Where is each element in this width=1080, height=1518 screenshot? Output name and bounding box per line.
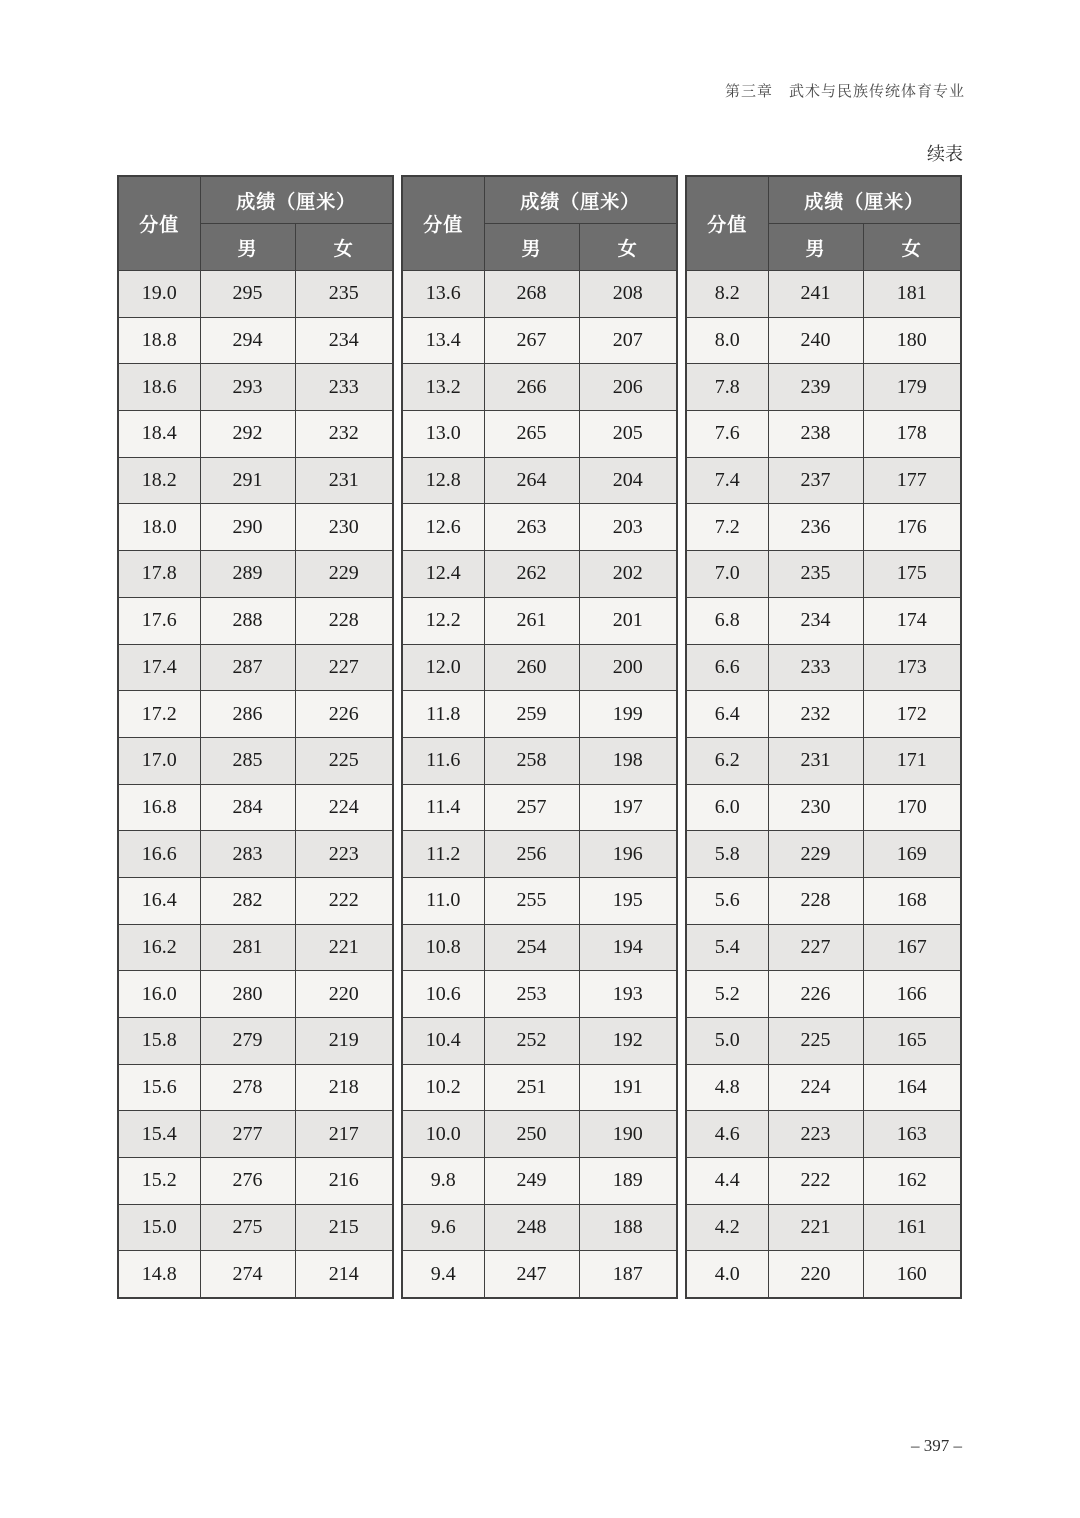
table-row	[402, 1204, 677, 1251]
male-result-cell: 238	[768, 411, 863, 458]
female-result-cell: 206	[579, 364, 677, 411]
header-male: 男	[200, 224, 295, 271]
score-cell: 11.4	[402, 784, 484, 831]
male-result-cell: 252	[484, 1018, 579, 1065]
female-result-cell: 196	[579, 831, 677, 878]
male-result-cell: 290	[200, 504, 295, 551]
score-cell: 11.8	[402, 691, 484, 738]
male-result-cell: 220	[768, 1251, 863, 1298]
header-female: 女	[863, 224, 961, 271]
table-row	[402, 364, 677, 411]
header-result-cm: 成绩（厘米）	[484, 176, 677, 224]
male-result-cell: 276	[200, 1158, 295, 1205]
score-cell: 15.0	[118, 1204, 200, 1251]
male-result-cell: 267	[484, 317, 579, 364]
female-result-cell: 231	[295, 457, 393, 504]
female-result-cell: 193	[579, 971, 677, 1018]
table-row	[402, 1111, 677, 1158]
table-row	[118, 317, 393, 364]
male-result-cell: 223	[768, 1111, 863, 1158]
female-result-cell: 216	[295, 1158, 393, 1205]
score-cell: 18.2	[118, 457, 200, 504]
female-result-cell: 217	[295, 1111, 393, 1158]
female-result-cell: 161	[863, 1204, 961, 1251]
table-row	[402, 737, 677, 784]
female-result-cell: 194	[579, 924, 677, 971]
table-row	[118, 971, 393, 1018]
score-cell: 16.4	[118, 877, 200, 924]
table-row	[402, 317, 677, 364]
score-cell: 18.6	[118, 364, 200, 411]
table-row	[402, 411, 677, 458]
score-cell: 8.0	[686, 317, 768, 364]
male-result-cell: 230	[768, 784, 863, 831]
score-cell: 10.0	[402, 1111, 484, 1158]
table-row	[686, 597, 961, 644]
male-result-cell: 235	[768, 551, 863, 598]
female-result-cell: 222	[295, 877, 393, 924]
table-row	[686, 1064, 961, 1111]
table-row	[686, 1204, 961, 1251]
table-row	[402, 597, 677, 644]
male-result-cell: 288	[200, 597, 295, 644]
table-row	[402, 551, 677, 598]
female-result-cell: 171	[863, 737, 961, 784]
male-result-cell: 279	[200, 1018, 295, 1065]
male-result-cell: 228	[768, 877, 863, 924]
female-result-cell: 176	[863, 504, 961, 551]
score-cell: 13.2	[402, 364, 484, 411]
table-row	[118, 784, 393, 831]
table-row	[686, 831, 961, 878]
score-cell: 4.4	[686, 1158, 768, 1205]
table-row	[402, 644, 677, 691]
table-row	[402, 457, 677, 504]
male-result-cell: 237	[768, 457, 863, 504]
female-result-cell: 219	[295, 1018, 393, 1065]
table-row	[686, 457, 961, 504]
male-result-cell: 225	[768, 1018, 863, 1065]
score-cell: 5.0	[686, 1018, 768, 1065]
female-result-cell: 234	[295, 317, 393, 364]
female-result-cell: 208	[579, 271, 677, 318]
score-cell: 11.0	[402, 877, 484, 924]
chapter-header: 第三章 武术与民族传统体育专业	[724, 84, 965, 100]
score-cell: 7.6	[686, 411, 768, 458]
table-row	[686, 971, 961, 1018]
table-row	[686, 411, 961, 458]
female-result-cell: 224	[295, 784, 393, 831]
male-result-cell: 261	[484, 597, 579, 644]
table-row	[118, 457, 393, 504]
score-cell: 7.4	[686, 457, 768, 504]
table-row	[402, 1158, 677, 1205]
table-row	[118, 877, 393, 924]
male-result-cell: 247	[484, 1251, 579, 1298]
score-cell: 11.2	[402, 831, 484, 878]
table-row	[686, 551, 961, 598]
female-result-cell: 220	[295, 971, 393, 1018]
table-row	[402, 877, 677, 924]
female-result-cell: 195	[579, 877, 677, 924]
table-row	[686, 1251, 961, 1298]
table-row	[118, 271, 393, 318]
score-cell: 6.0	[686, 784, 768, 831]
page-number: – 397 –	[911, 1436, 962, 1455]
female-result-cell: 190	[579, 1111, 677, 1158]
female-result-cell: 215	[295, 1204, 393, 1251]
female-result-cell: 166	[863, 971, 961, 1018]
male-result-cell: 275	[200, 1204, 295, 1251]
score-cell: 11.6	[402, 737, 484, 784]
male-result-cell: 274	[200, 1251, 295, 1298]
table-row	[118, 1111, 393, 1158]
female-result-cell: 199	[579, 691, 677, 738]
male-result-cell: 278	[200, 1064, 295, 1111]
score-cell: 12.0	[402, 644, 484, 691]
table-row	[686, 271, 961, 318]
table-row	[686, 644, 961, 691]
table-row	[118, 551, 393, 598]
male-result-cell: 240	[768, 317, 863, 364]
male-result-cell: 260	[484, 644, 579, 691]
male-result-cell: 259	[484, 691, 579, 738]
score-cell: 16.8	[118, 784, 200, 831]
header-result-cm: 成绩（厘米）	[200, 176, 393, 224]
male-result-cell: 227	[768, 924, 863, 971]
table-row	[686, 1158, 961, 1205]
score-cell: 8.2	[686, 271, 768, 318]
score-cell: 17.2	[118, 691, 200, 738]
female-result-cell: 201	[579, 597, 677, 644]
male-result-cell: 294	[200, 317, 295, 364]
male-result-cell: 253	[484, 971, 579, 1018]
male-result-cell: 231	[768, 737, 863, 784]
male-result-cell: 295	[200, 271, 295, 318]
male-result-cell: 233	[768, 644, 863, 691]
male-result-cell: 222	[768, 1158, 863, 1205]
female-result-cell: 218	[295, 1064, 393, 1111]
table-row	[686, 877, 961, 924]
female-result-cell: 172	[863, 691, 961, 738]
female-result-cell: 169	[863, 831, 961, 878]
score-cell: 18.4	[118, 411, 200, 458]
table-row	[686, 737, 961, 784]
female-result-cell: 170	[863, 784, 961, 831]
score-cell: 10.6	[402, 971, 484, 1018]
female-result-cell: 203	[579, 504, 677, 551]
table-row	[402, 1018, 677, 1065]
header-female: 女	[295, 224, 393, 271]
score-cell: 18.0	[118, 504, 200, 551]
female-result-cell: 167	[863, 924, 961, 971]
header-score: 分值	[402, 176, 484, 271]
table-row	[686, 317, 961, 364]
score-cell: 4.0	[686, 1251, 768, 1298]
male-result-cell: 262	[484, 551, 579, 598]
score-cell: 10.4	[402, 1018, 484, 1065]
score-cell: 10.8	[402, 924, 484, 971]
table-row	[686, 691, 961, 738]
score-cell: 4.6	[686, 1111, 768, 1158]
header-female: 女	[579, 224, 677, 271]
score-cell: 10.2	[402, 1064, 484, 1111]
male-result-cell: 250	[484, 1111, 579, 1158]
female-result-cell: 214	[295, 1251, 393, 1298]
male-result-cell: 257	[484, 784, 579, 831]
male-result-cell: 264	[484, 457, 579, 504]
female-result-cell: 162	[863, 1158, 961, 1205]
female-result-cell: 229	[295, 551, 393, 598]
score-cell: 6.2	[686, 737, 768, 784]
table-row	[118, 924, 393, 971]
female-result-cell: 202	[579, 551, 677, 598]
header-score: 分值	[118, 176, 200, 271]
table-row	[686, 504, 961, 551]
female-result-cell: 205	[579, 411, 677, 458]
female-result-cell: 188	[579, 1204, 677, 1251]
female-result-cell: 180	[863, 317, 961, 364]
female-result-cell: 178	[863, 411, 961, 458]
female-result-cell: 235	[295, 271, 393, 318]
male-result-cell: 224	[768, 1064, 863, 1111]
table-row	[402, 831, 677, 878]
table-row	[402, 971, 677, 1018]
score-cell: 13.6	[402, 271, 484, 318]
male-result-cell: 291	[200, 457, 295, 504]
female-result-cell: 168	[863, 877, 961, 924]
male-result-cell: 268	[484, 271, 579, 318]
header-result-cm: 成绩（厘米）	[768, 176, 961, 224]
score-cell: 12.2	[402, 597, 484, 644]
score-cell: 17.6	[118, 597, 200, 644]
table-row	[402, 691, 677, 738]
score-cell: 13.0	[402, 411, 484, 458]
male-result-cell: 232	[768, 691, 863, 738]
score-cell: 18.8	[118, 317, 200, 364]
male-result-cell: 292	[200, 411, 295, 458]
score-cell: 14.8	[118, 1251, 200, 1298]
male-result-cell: 249	[484, 1158, 579, 1205]
male-result-cell: 234	[768, 597, 863, 644]
male-result-cell: 282	[200, 877, 295, 924]
male-result-cell: 248	[484, 1204, 579, 1251]
table-row	[118, 831, 393, 878]
score-cell: 9.6	[402, 1204, 484, 1251]
continued-table-label: 续表	[927, 144, 963, 164]
male-result-cell: 241	[768, 271, 863, 318]
male-result-cell: 283	[200, 831, 295, 878]
female-result-cell: 221	[295, 924, 393, 971]
score-table-1	[117, 175, 394, 1299]
score-cell: 17.8	[118, 551, 200, 598]
table-row	[118, 597, 393, 644]
table-row	[118, 364, 393, 411]
male-result-cell: 221	[768, 1204, 863, 1251]
female-result-cell: 173	[863, 644, 961, 691]
table-row	[118, 644, 393, 691]
female-result-cell: 200	[579, 644, 677, 691]
score-cell: 4.8	[686, 1064, 768, 1111]
female-result-cell: 225	[295, 737, 393, 784]
male-result-cell: 289	[200, 551, 295, 598]
male-result-cell: 255	[484, 877, 579, 924]
score-cell: 5.6	[686, 877, 768, 924]
score-cell: 9.8	[402, 1158, 484, 1205]
score-cell: 16.0	[118, 971, 200, 1018]
female-result-cell: 227	[295, 644, 393, 691]
female-result-cell: 181	[863, 271, 961, 318]
score-cell: 13.4	[402, 317, 484, 364]
female-result-cell: 163	[863, 1111, 961, 1158]
score-cell: 5.8	[686, 831, 768, 878]
female-result-cell: 230	[295, 504, 393, 551]
male-result-cell: 287	[200, 644, 295, 691]
male-result-cell: 286	[200, 691, 295, 738]
score-table-3	[685, 175, 962, 1299]
female-result-cell: 164	[863, 1064, 961, 1111]
score-cell: 19.0	[118, 271, 200, 318]
female-result-cell: 160	[863, 1251, 961, 1298]
female-result-cell: 228	[295, 597, 393, 644]
table-row	[118, 411, 393, 458]
table-row	[118, 504, 393, 551]
header-score: 分值	[686, 176, 768, 271]
male-result-cell: 256	[484, 831, 579, 878]
male-result-cell: 229	[768, 831, 863, 878]
female-result-cell: 207	[579, 317, 677, 364]
table-row	[402, 504, 677, 551]
score-cell: 6.6	[686, 644, 768, 691]
score-cell: 7.0	[686, 551, 768, 598]
female-result-cell: 226	[295, 691, 393, 738]
female-result-cell: 191	[579, 1064, 677, 1111]
table-row	[118, 737, 393, 784]
score-cell: 16.2	[118, 924, 200, 971]
score-cell: 12.4	[402, 551, 484, 598]
male-result-cell: 277	[200, 1111, 295, 1158]
score-cell: 15.8	[118, 1018, 200, 1065]
male-result-cell: 265	[484, 411, 579, 458]
score-cell: 17.0	[118, 737, 200, 784]
female-result-cell: 174	[863, 597, 961, 644]
table-row	[686, 784, 961, 831]
male-result-cell: 236	[768, 504, 863, 551]
male-result-cell: 226	[768, 971, 863, 1018]
female-result-cell: 232	[295, 411, 393, 458]
male-result-cell: 293	[200, 364, 295, 411]
table-row	[402, 271, 677, 318]
score-cell: 15.6	[118, 1064, 200, 1111]
score-cell: 16.6	[118, 831, 200, 878]
table-row	[118, 1158, 393, 1205]
score-cell: 15.2	[118, 1158, 200, 1205]
score-cell: 6.8	[686, 597, 768, 644]
header-male: 男	[484, 224, 579, 271]
score-cell: 6.4	[686, 691, 768, 738]
male-result-cell: 258	[484, 737, 579, 784]
score-cell: 17.4	[118, 644, 200, 691]
male-result-cell: 263	[484, 504, 579, 551]
score-table-2	[401, 175, 678, 1299]
score-cell: 5.2	[686, 971, 768, 1018]
male-result-cell: 251	[484, 1064, 579, 1111]
male-result-cell: 254	[484, 924, 579, 971]
table-row	[118, 1018, 393, 1065]
male-result-cell: 281	[200, 924, 295, 971]
male-result-cell: 284	[200, 784, 295, 831]
female-result-cell: 175	[863, 551, 961, 598]
table-row	[118, 1064, 393, 1111]
male-result-cell: 280	[200, 971, 295, 1018]
female-result-cell: 187	[579, 1251, 677, 1298]
table-row	[402, 1251, 677, 1298]
table-row	[686, 1018, 961, 1065]
female-result-cell: 198	[579, 737, 677, 784]
male-result-cell: 266	[484, 364, 579, 411]
female-result-cell: 189	[579, 1158, 677, 1205]
score-cell: 7.8	[686, 364, 768, 411]
score-tables-container	[117, 175, 962, 1299]
table-row	[402, 784, 677, 831]
score-cell: 12.6	[402, 504, 484, 551]
score-cell: 15.4	[118, 1111, 200, 1158]
male-result-cell: 285	[200, 737, 295, 784]
score-cell: 5.4	[686, 924, 768, 971]
female-result-cell: 223	[295, 831, 393, 878]
female-result-cell: 179	[863, 364, 961, 411]
table-row	[118, 1251, 393, 1298]
male-result-cell: 239	[768, 364, 863, 411]
table-row	[402, 1064, 677, 1111]
score-cell: 4.2	[686, 1204, 768, 1251]
score-cell: 9.4	[402, 1251, 484, 1298]
table-row	[686, 924, 961, 971]
table-row	[118, 691, 393, 738]
header-male: 男	[768, 224, 863, 271]
table-row	[686, 1111, 961, 1158]
table-row	[118, 1204, 393, 1251]
female-result-cell: 192	[579, 1018, 677, 1065]
female-result-cell: 177	[863, 457, 961, 504]
table-row	[402, 924, 677, 971]
table-row	[686, 364, 961, 411]
female-result-cell: 197	[579, 784, 677, 831]
score-cell: 7.2	[686, 504, 768, 551]
female-result-cell: 204	[579, 457, 677, 504]
female-result-cell: 233	[295, 364, 393, 411]
score-cell: 12.8	[402, 457, 484, 504]
female-result-cell: 165	[863, 1018, 961, 1065]
